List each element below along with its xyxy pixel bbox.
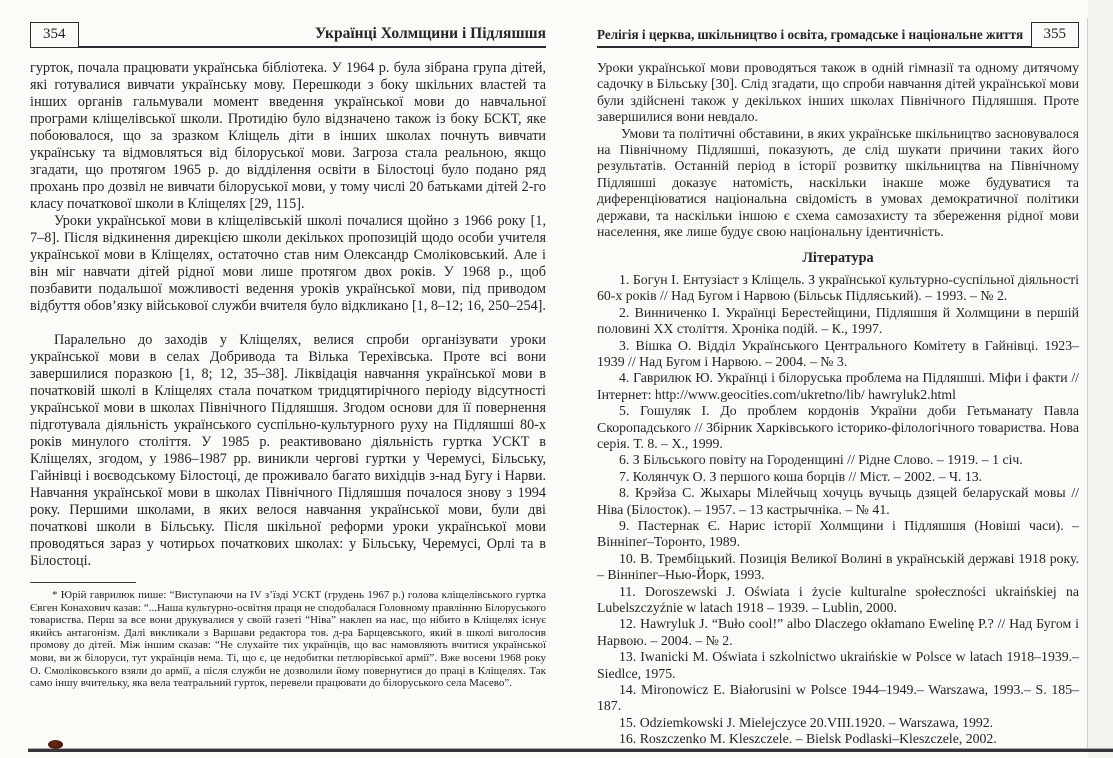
right-running-title: Релігія і церква, шкільництво і освіта, громадське і національне життя	[597, 27, 1024, 42]
left-page-header	[30, 22, 546, 48]
reference-item: 14. Mironowicz E. Białorusini w Polsce 1944–1949.– Warszawa, 1993.– S. 185–187.	[597, 682, 1079, 714]
reference-item: 6. З Більського повіту на Городенщині // Рідне Слово. – 1919. – 1 січ.	[619, 452, 1023, 468]
reference-item: 3. Вішка О. Відділ Українського Центрального Комітету в Гайнівці. 1923–1939 // Над Бугом і Нарвою. – 2004. – № 3.	[597, 337, 1079, 369]
reference-item: 5. Гошуляк І. До проблем кордонів України доби Гетьманату Павла Скоропадського // Збірник Харківського історико-філологічного товариства. Нова серія. Т. 8. – Х., 1999.	[597, 403, 1079, 451]
reference-item: 2. Винниченко І. Українці Берестейщини, Підляшшя й Холмщини в першій половині XX століття. Хроніка подій. – К., 1997.	[597, 304, 1079, 337]
reference-item: 15. Odziemkowski J. Mielejczyce 20.VIII.1920. – Warszawa, 1992.	[619, 714, 994, 730]
scan-right-margin	[1088, 0, 1113, 758]
right-page-number: 355	[1031, 22, 1080, 48]
left-running-title: Українці Холмщини і Підляшшя	[314, 25, 546, 42]
reference-item: 1. Богун І. Ентузіаст з Кліщель. З української культурно-суспільної діяльності 60-х років // Над Бугом і Нарвою (Більськ Підляський). – 1993. – № 2.	[597, 271, 1079, 304]
right-page-header	[597, 22, 1079, 48]
footnote-text: * Юрій гаврилюк пише: “Виступаючи на IV з’їзді УСКТ (грудень 1967 р.) голова кліщелівського гуртка Євген Конахович казав: “...Наша культурно-освітня праця не сподобалася Головному правлінню Білоруського товариства. Перш за все вони друкувалися у своїй газеті “Ніва” наклеп на нас, що нібито в Кліщелях існує якийсь антагонізм. Далі викликали з Варшави редактора тов. д-ра Барщевського, який в школі виголосив промову до дітей. Між іншим сказав: “Не слухайте тих українців, що вас намовляють вчитися української мови, ви ж білоруси, тут українців нема. Ті, що є, це недобитки петлюрівської армії”. Вже восени 1968 року О. Смоліковського взяли до армії, а після служби не дозволили йому повернутися до праці в Кліщелях. Так само іншу вчительку, яка вела театральний гурток, перевели працювати до білоруського села Масево”.	[30, 589, 546, 690]
reference-item: 12. Hawryluk J. “Buło cool!” albo Dlaczego okłamano Ewelinę P.? // Над Бугом і Нарвою. – 2004. – № 2.	[597, 616, 1079, 648]
reference-list	[597, 272, 1079, 748]
paragraph: Уроки української мови проводяться також в одній гімназії та одному дитячому садочку в Більську [30]. Слід згадати, що спроби навчання дітей української мови були здійснені також у декількох інших школах Північного Підляшшя. Проте завершилися вони невдало.	[597, 60, 1079, 125]
right-page-paragraphs	[597, 60, 1079, 240]
reference-item: 4. Гаврилюк Ю. Українці і білоруська проблема на Підляшші. Міфи і факти // Інтернет: http://www.geocities.com/ukretno/lib/ hawryluk2.html	[597, 370, 1079, 402]
reference-item: 10. В. Трембіцький. Позиція Великої Волині в українській державі 1918 року. – Вінніпег–Нью-Йорк, 1993.	[597, 550, 1079, 583]
footnote-rule	[30, 582, 136, 583]
reference-item: 9. Пастернак Є. Нарис історії Холмщини і Підляшшя (Новіші часи). – Вінніпеґ–Торонто, 1989.	[597, 517, 1079, 550]
left-page-body	[30, 60, 546, 570]
left-page	[30, 22, 546, 690]
reference-item: 7. Колянчук О. З першого коша борців // Міст. – 2002. – Ч. 13.	[619, 468, 983, 484]
paragraph: Уроки української мови в кліщелівській школі почалися щойно з 1966 року [1, 7–8]. Після відкинення дирекцією школи декількох пропозицій щодо особи учителя української мови в Кліщелях, остаточно став ним Олександр Смоліковський. Але і він міг навчати дітей рідної мови лише протягом двох років. У 1968 р., щоб позбавити подальшої можливості ведення уроків української мови, під приводом відбуття обов’язку військової служби вчителя було відкликано [1, 8–12; 16, 250–254].	[30, 213, 546, 314]
paragraph: гурток, почала працювати українська бібліотека. У 1964 р. була зібрана група дітей, які готувалися вивчати українську мову. Перешкоди з боку шкільних властей та інших органів гальмували момент введення української мови до навчальної програми кліщелівської школи. Протидію було відзначено також із боку БСКТ, яке побоювалося, що за зразком Кліщель діти в інших школах почнуть вивчати українську та відмовляться від білоруської мови. Загроза стала реальною, якщо згадати, що протягом 1965 р. до відділення освіти в Білостоці було подано ряд прохань про дозвіл не вивчати білоруської мови, у тому числі 20 батьками дітей 2-го класу початкової школи в Кліщелях [29, 115].	[30, 60, 546, 212]
ink-blot	[48, 740, 63, 749]
right-page-body	[597, 60, 1079, 748]
literature-heading: Література	[802, 250, 874, 267]
footnote-block	[30, 582, 546, 690]
right-page	[597, 22, 1079, 748]
reference-item: 11. Doroszewski J. Oświata i życie kulturalne społeczności ukraińskiej na Lubelszczyźnie w latach 1918 – 1939. – Lublin, 2000.	[597, 583, 1079, 615]
paragraph: Умови та політичні обставини, в яких українське шкільництво засновувалося на Північному Підляшші, показують, де слід шукати причини таких його результатів. Останній період в історії розвитку шкільництва на Північному Підляшші доказує натомість, наскільки інакше може будуватися та диференціюватися національна свідомість в умовах демократичної політики держави, та наскільки іншою є схема самозахисту та збереження рідної мови населення, яке лише будує свою національну ідентичність.	[597, 125, 1079, 240]
page-edge-line	[1087, 18, 1088, 748]
reference-item: 8. Крэйза С. Жыхары Мілейчыц хочуць вучыць дзяцей беларускай мовы // Ніва (Білосток). – 1957. – 13 кастрычніка. – № 41.	[597, 485, 1079, 517]
paragraph: Паралельно до заходів у Кліщелях, велися спроби організувати уроки української мови в селах Добривода та Вілька Терехівська. Проте всі вони завершилися поразкою [1, 8; 12, 35–38]. Ліквідація навчання української мови в початковій школі в Кліщелях стала початком тридцятирічного періоду відсутності української мови в школах Північного Підляшшя. Згодом основи для її повернення підготувала діяльність українського суспільно-культурного руху на Підляшші 80-х років минулого століття. У 1985 р. реактивовано діяльність гуртка УСКТ в Кліщелях, згодом, у 1986–1987 рр. виникли чергові гуртки у Черемусі, Більську, Гайнівці і воєводському Білостоці, де проживало багато вихідців з-над Бугу і Нарви. Навчання української мови в школах Північного Підляшшя почалося знову з 1994 року. Першими школами, в яких велося навчання української мови, були дві початкові школи в Більську. Після шкільної реформи уроки української мови проводяться зараз у чотирьох початкових школах: у Більську, Черемусі, Орлі та в Білостоці.	[30, 332, 546, 569]
reference-item: 13. Iwanicki M. Oświata i szkolnictwo ukraińskie w Polsce w latach 1918–1939.– Siedlce, 1975.	[597, 649, 1079, 681]
scan-bottom-edge	[28, 749, 1113, 752]
reference-item: 16. Roszczenko M. Kleszczele. – Bielsk Podlaski–Kleszczele, 2002.	[619, 731, 997, 747]
left-page-number: 354	[30, 22, 79, 48]
